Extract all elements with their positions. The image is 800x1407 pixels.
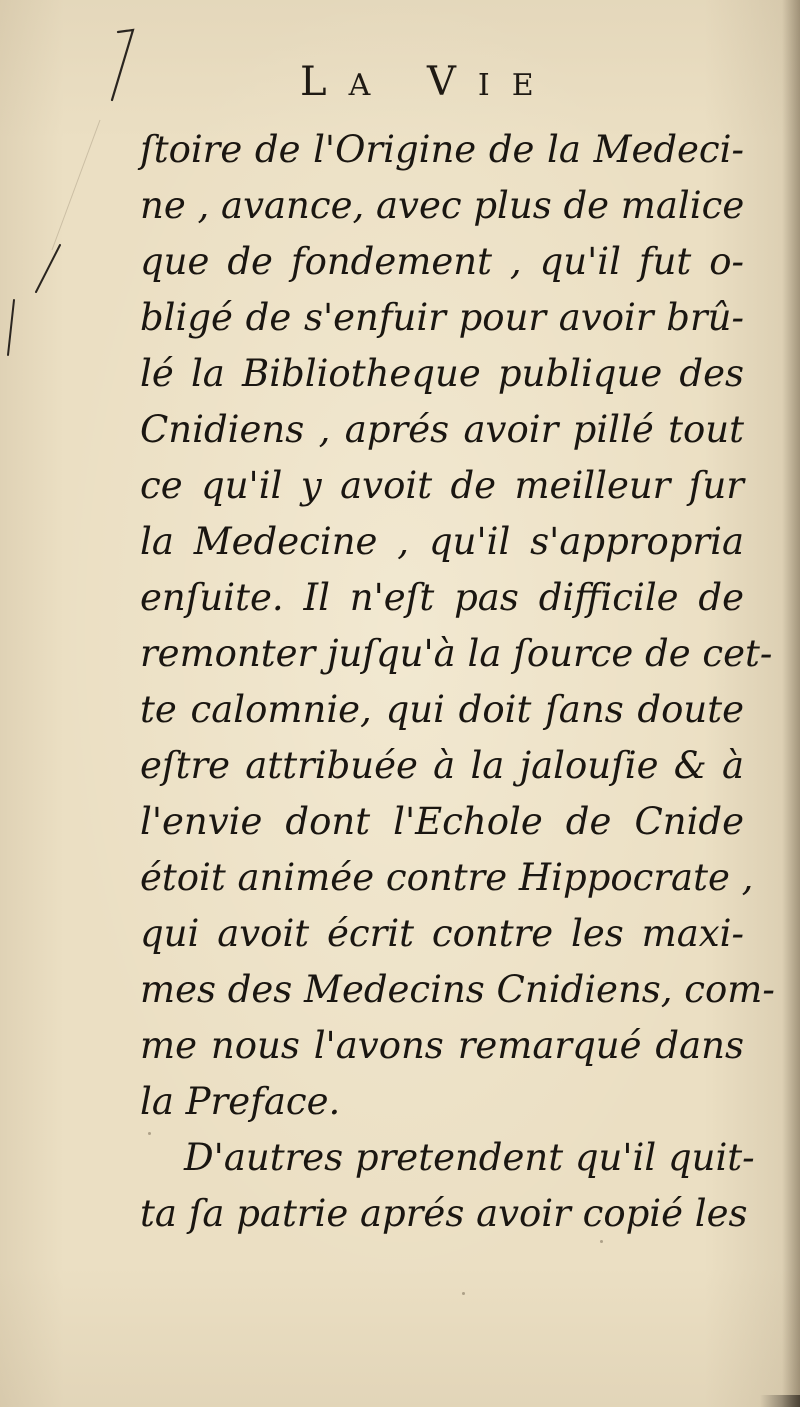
text-line: lé la Bibliotheque publique des (140, 352, 744, 395)
text-line: l'envie dont l'Echole de Cnide (140, 800, 744, 843)
text-line: te calomnie, qui doit ſans doute (140, 688, 744, 731)
text-line: bligé de s'enfuir pour avoir brû- (140, 296, 744, 339)
paper-speck (600, 1240, 603, 1243)
running-head-l: L (300, 59, 349, 105)
text-line: remonter juſqu'à la ſource de cet- (140, 632, 773, 675)
text-line: la Medecine , qu'il s'appropria (140, 520, 744, 563)
text-line: enſuite. Il n'eſt pas difficile de (140, 576, 744, 619)
text-line: Cnidiens , aprés avoir pillé tout (140, 408, 744, 451)
paper-speck (462, 1292, 465, 1295)
text-line: étoit animée contre Hippocrate , (140, 856, 754, 899)
paper-speck (148, 1132, 151, 1135)
text-line: mes des Medecins Cnidiens, com- (140, 968, 775, 1011)
text-line: ſtoire de l'Origine de la Medeci- (140, 128, 744, 171)
gutter-shadow (782, 0, 800, 1407)
paragraph-2-line: D'autres pretendent qu'il quit- (184, 1136, 755, 1179)
text-line: ne , avance, avec plus de malice (140, 184, 745, 227)
text-line: que de fondement , qu'il fut o- (140, 240, 744, 283)
running-head-a: A (348, 68, 393, 103)
running-head-v: V (426, 59, 478, 105)
running-head (300, 52, 600, 112)
text-line: qui avoit écrit contre les maxi- (140, 912, 744, 955)
text-line: eſtre attribuée à la jalouſie & à (140, 744, 744, 787)
text-line: la Preface. (140, 1080, 341, 1123)
running-head-ie: IE (477, 68, 556, 103)
body-text (140, 122, 775, 1242)
paragraph-2-line: ta ſa patrie aprés avoir copié les (140, 1192, 748, 1235)
margin-pencil-marks (0, 0, 160, 450)
page-corner-shadow (760, 1395, 800, 1407)
text-line: me nous l'avons remarqué dans (140, 1024, 744, 1067)
text-line: ce qu'il y avoit de meilleur ſur (140, 464, 744, 507)
